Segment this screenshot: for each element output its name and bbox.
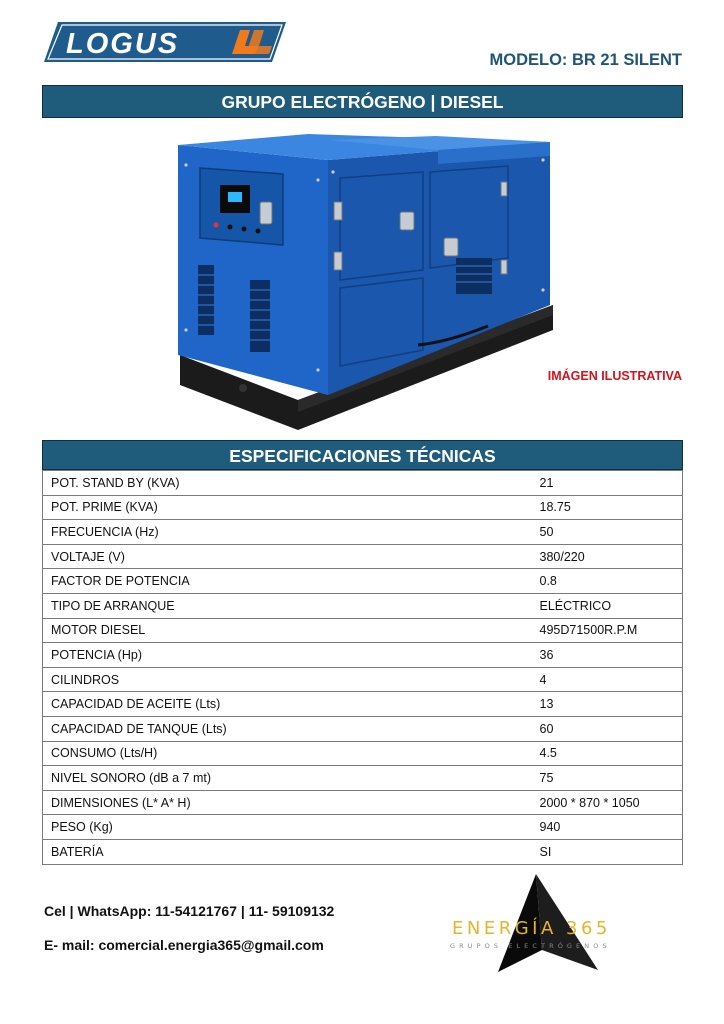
spec-row xyxy=(43,618,683,643)
spec-label: VOLTAJE (V) xyxy=(43,544,540,569)
spec-label: MOTOR DIESEL xyxy=(43,618,540,643)
spec-label: CONSUMO (Lts/H) xyxy=(43,741,540,766)
spec-value: ELÉCTRICO xyxy=(540,593,683,618)
spec-label: NIVEL SONORO (dB a 7 mt) xyxy=(43,766,540,791)
generator-image xyxy=(168,130,558,435)
spec-label: BATERÍA xyxy=(43,839,540,864)
spec-value: 13 xyxy=(540,692,683,717)
energia365-logo xyxy=(446,872,642,980)
spec-row xyxy=(43,790,683,815)
illustrative-image-note: IMÁGEN ILUSTRATIVA xyxy=(547,369,682,383)
spec-label: CAPACIDAD DE ACEITE (Lts) xyxy=(43,692,540,717)
spec-value: 50 xyxy=(540,520,683,545)
specs-title-banner: ESPECIFICACIONES TÉCNICAS xyxy=(42,440,683,470)
spec-value: SI xyxy=(540,839,683,864)
spec-value: 0.8 xyxy=(540,569,683,594)
logus-logo xyxy=(44,20,286,64)
spec-row xyxy=(43,692,683,717)
contact-phone: Cel | WhatsApp: 11-54121767 | 11- 59109132 xyxy=(44,903,335,919)
spec-row xyxy=(43,520,683,545)
spec-value: 4.5 xyxy=(540,741,683,766)
spec-label: POT. PRIME (KVA) xyxy=(43,495,540,520)
spec-value: 21 xyxy=(540,471,683,496)
spec-row xyxy=(43,815,683,840)
spec-row xyxy=(43,495,683,520)
brand-tagline: GRUPOS ELECTRÓGENOS xyxy=(450,942,611,950)
logo-text: LOGUS xyxy=(66,28,180,60)
spec-value: 495D71500R.P.M xyxy=(540,618,683,643)
spec-label: TIPO DE ARRANQUE xyxy=(43,593,540,618)
spec-label: POT. STAND BY (KVA) xyxy=(43,471,540,496)
spec-value: 2000 * 870 * 1050 xyxy=(540,790,683,815)
spec-row xyxy=(43,643,683,668)
spec-row xyxy=(43,569,683,594)
spec-label: FACTOR DE POTENCIA xyxy=(43,569,540,594)
spec-value: 380/220 xyxy=(540,544,683,569)
spec-row xyxy=(43,593,683,618)
spec-value: 18.75 xyxy=(540,495,683,520)
spec-row xyxy=(43,741,683,766)
product-title-banner: GRUPO ELECTRÓGENO | DIESEL xyxy=(42,85,683,118)
contact-email: E- mail: comercial.energia365@gmail.com xyxy=(44,937,324,953)
spec-value: 940 xyxy=(540,815,683,840)
spec-label: POTENCIA (Hp) xyxy=(43,643,540,668)
specs-table xyxy=(42,470,683,865)
spec-value: 4 xyxy=(540,667,683,692)
spec-row xyxy=(43,839,683,864)
spec-label: CAPACIDAD DE TANQUE (Lts) xyxy=(43,716,540,741)
spec-label: DIMENSIONES (L* A* H) xyxy=(43,790,540,815)
spec-row xyxy=(43,544,683,569)
spec-value: 60 xyxy=(540,716,683,741)
spec-label: FRECUENCIA (Hz) xyxy=(43,520,540,545)
spec-row xyxy=(43,716,683,741)
spec-value: 36 xyxy=(540,643,683,668)
model-label: MODELO: BR 21 SILENT xyxy=(489,51,682,69)
brand-name: ENERGÍA 365 xyxy=(452,918,611,939)
spec-value: 75 xyxy=(540,766,683,791)
spec-row xyxy=(43,471,683,496)
spec-label: CILINDROS xyxy=(43,667,540,692)
spec-row xyxy=(43,766,683,791)
spec-row xyxy=(43,667,683,692)
spec-label: PESO (Kg) xyxy=(43,815,540,840)
